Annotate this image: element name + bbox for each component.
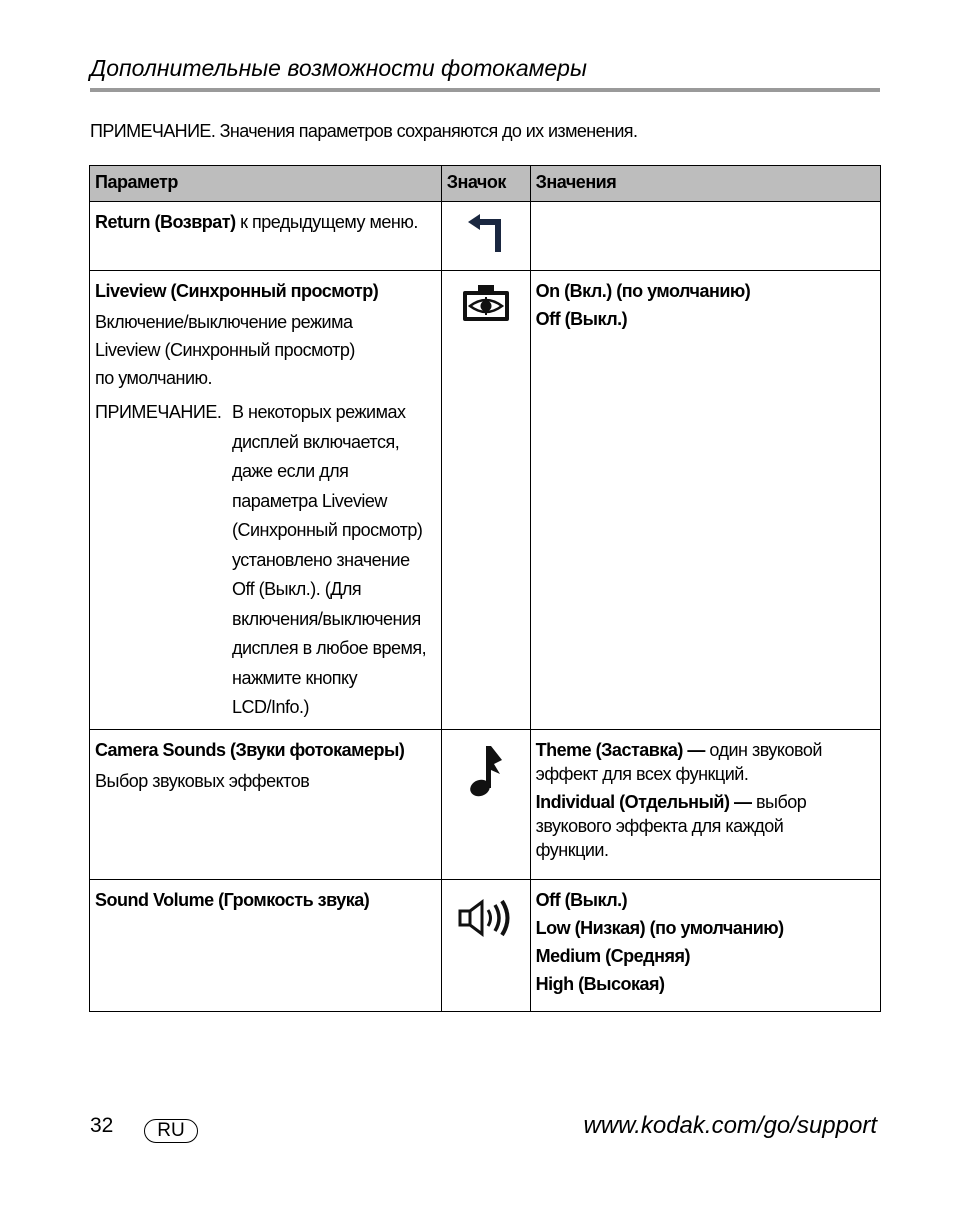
note-line: (Синхронный просмотр) [232, 520, 423, 540]
page-number: 32 [90, 1114, 114, 1137]
note-line: параметра Liveview [232, 490, 387, 511]
table-row-sound-volume [90, 879, 881, 1011]
parameter-cell [90, 202, 442, 271]
parameter-cell [90, 271, 442, 730]
liveview-note [95, 398, 436, 723]
note-line: LCD/Info.) [232, 697, 310, 717]
note-line: включения/выключения [232, 608, 421, 629]
support-url: www.kodak.com/go/support [583, 1112, 877, 1139]
value-description: один звуковой [709, 739, 822, 760]
music-note-icon [466, 742, 506, 798]
table-row-liveview [90, 271, 881, 730]
values-cell [530, 202, 880, 271]
table-row-return [90, 202, 881, 271]
parameter-description-line: по умолчанию. [95, 368, 213, 388]
value-description: звукового эффекта для каждой [535, 815, 784, 836]
parameter-name: Camera Sounds (Звуки фотокамеры) [95, 739, 405, 760]
header-divider [90, 88, 880, 92]
value-option: Medium (Средняя) [535, 945, 690, 966]
table-row-camera-sounds [90, 729, 881, 879]
note-line: дисплей включается, [232, 431, 400, 452]
return-arrow-icon [466, 214, 506, 256]
values-cell [530, 729, 880, 879]
value-option: Individual (Отдельный) — [535, 791, 752, 812]
values-cell [530, 271, 880, 730]
value-option: Off (Выкл.) [535, 889, 628, 910]
values-cell [530, 879, 880, 1011]
note-line: установлено значение [232, 549, 410, 570]
parameter-cell [90, 729, 442, 879]
parameter-description-line: Liveview (Синхронный просмотр) [95, 340, 355, 360]
value-option: Theme (Заставка) — [535, 739, 705, 760]
parameter-description-line: Включение/выключение режима [95, 312, 353, 332]
value-description: эффект для всех функций. [535, 763, 749, 784]
column-header-icon: Значок [441, 166, 530, 202]
note-line: нажмите кнопку [232, 667, 358, 688]
table-header-row [90, 166, 881, 202]
note-label: ПРИМЕЧАНИЕ. [95, 402, 222, 422]
value-option: High (Высокая) [535, 973, 665, 994]
parameter-name: Sound Volume (Громкость звука) [95, 889, 370, 910]
general-note: ПРИМЕЧАНИЕ. Значения параметров сохраняются до их изменения. [90, 121, 638, 141]
icon-cell [441, 729, 530, 879]
note-line: В некоторых режимах [232, 402, 406, 422]
parameter-name: Return (Возврат) [95, 212, 236, 232]
parameter-description: к предыдущему меню. [240, 212, 418, 232]
parameter-cell [90, 879, 442, 1011]
note-line: даже если для [232, 461, 349, 481]
page-header-title: Дополнительные возможности фотокамеры [90, 55, 587, 81]
value-option: Low (Низкая) (по умолчанию) [535, 917, 784, 938]
language-badge: RU [144, 1119, 198, 1143]
value-option: Off (Выкл.) [535, 309, 628, 329]
column-header-values: Значения [530, 166, 880, 202]
value-option: On (Вкл.) (по умолчанию) [535, 281, 751, 301]
settings-table [89, 165, 881, 1012]
note-line: дисплея в любое время, [232, 638, 427, 658]
value-description: выбор [755, 791, 807, 812]
note-line: Off (Выкл.). (Для [232, 579, 362, 599]
icon-cell [441, 879, 530, 1011]
icon-cell [441, 202, 530, 271]
column-header-parameter: Параметр [90, 166, 442, 202]
icon-cell [441, 271, 530, 730]
parameter-description: Выбор звуковых эффектов [95, 770, 310, 791]
speaker-volume-icon [458, 898, 514, 938]
parameter-name: Liveview (Синхронный просмотр) [95, 281, 379, 301]
value-description: функции. [535, 839, 609, 860]
liveview-eye-icon [461, 283, 511, 323]
